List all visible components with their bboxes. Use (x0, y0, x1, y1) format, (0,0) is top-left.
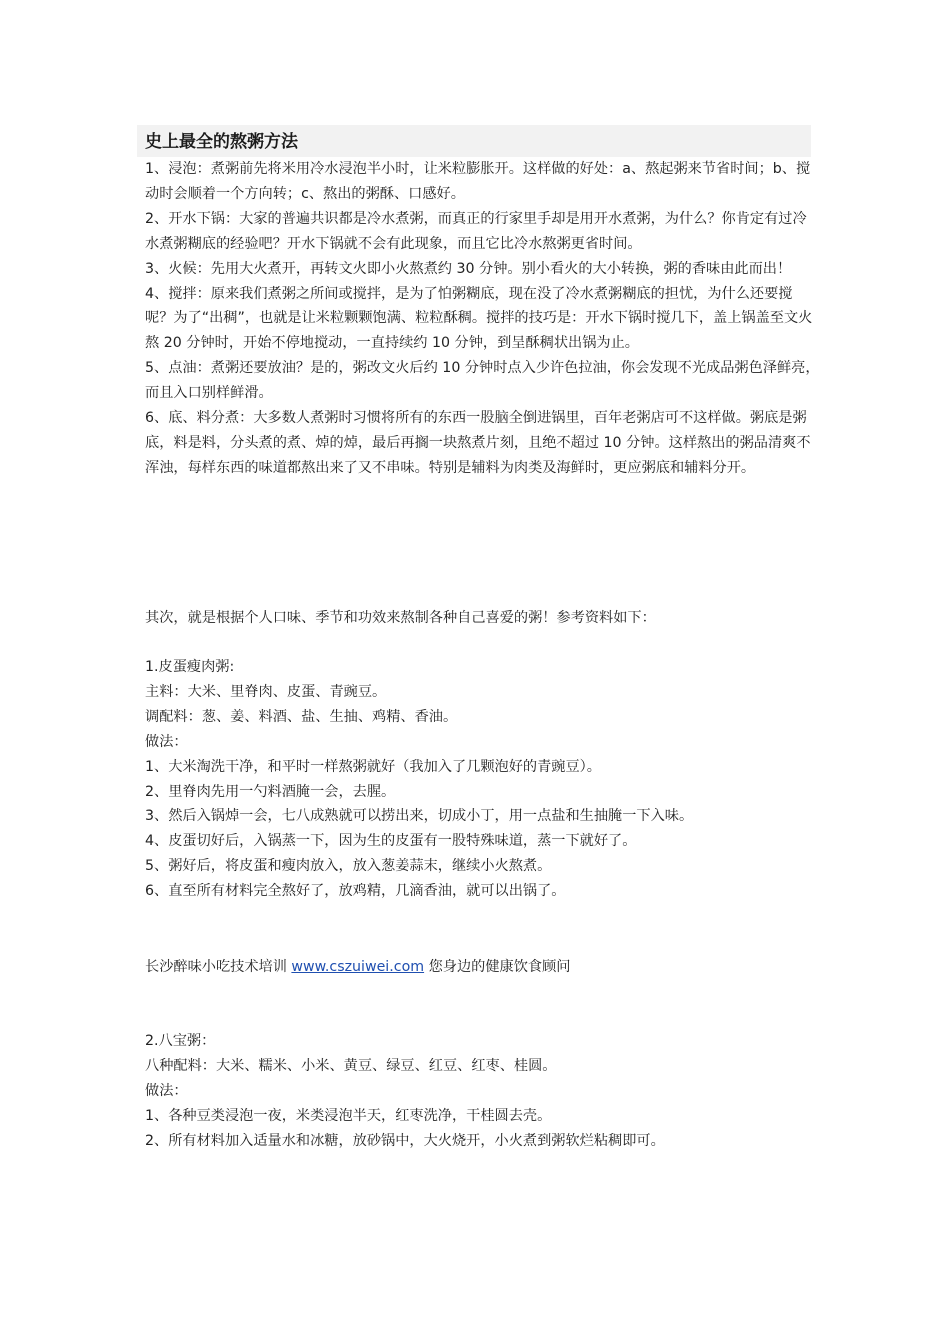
recipe-main-ingredients: 主料：大米、里脊肉、皮蛋、青豌豆。 (145, 683, 387, 700)
recipe-name: 2.八宝粥： (145, 1033, 216, 1049)
tip-paragraph: 2、开水下锅：大家的普遍共识都是冷水煮粥，而真正的行家里手却是用开水煮粥，为什么？你肯定有过冷水煮粥糊底的经验吧？开水下锅就不会有此现象，而且它比冷水熬粥更省时间。 (145, 210, 807, 252)
tip-paragraph: 3、火候：先用大火煮开，再转文火即小火熬煮约 30 分钟。别小看火的大小转换，粥的香味由此而出！ (145, 260, 792, 277)
recipe-step: 2、里脊肉先用一勺料酒腌一会，去腥。 (145, 783, 396, 800)
tip-paragraph: 1、浸泡：煮粥前先将米用冷水浸泡半小时，让米粒膨胀开。这样做的好处：a、熬起粥来节省时间；b、搅动时会顺着一个方向转；c、熬出的粥酥、口感好。 (145, 161, 811, 202)
ad-suffix: 您身边的健康饮食顾问 (424, 959, 571, 975)
recipe-step: 3、然后入锅焯一会，七八成熟就可以捞出来，切成小丁，用一点盐和生抽腌一下入味。 (145, 808, 694, 825)
intro-paragraph (145, 606, 820, 631)
recipe-method-label: 做法： (145, 733, 188, 750)
recipe-step: 4、皮蛋切好后，入锅蒸一下，因为生的皮蛋有一股特殊味道，蒸一下就好了。 (145, 833, 637, 850)
tip-paragraph: 6、底、料分煮：大多数人煮粥时习惯将所有的东西一股脑全倒进锅里，百年老粥店可不这样做。粥底是粥底，料是料，分头煮的煮、焯的焯，最后再搁一块熬煮片刻，且绝不超过 10 分钟。这样熬出的粥品清爽不浑浊，每样东西的味道都熬出来了又不串味。特别是辅料为肉类及海鲜时，更应粥底和辅料分开。 (145, 410, 811, 476)
recipe-step: 5、粥好后，将皮蛋和瘦肉放入，放入葱姜蒜末，继续小火熬煮。 (145, 858, 552, 875)
recipe-pidan-section (145, 655, 820, 904)
tip-paragraph: 4、搅拌：原来我们煮粥之所间或搅拌，是为了怕粥糊底，现在没了冷水煮粥糊底的担忧，为什么还要搅呢？为了“出稠”，也就是让米粒颗颗饱满、粒粒酥稠。搅拌的技巧是：开水下锅时搅几下，盖上锅盖至文火熬 20 分钟时，开始不停地搅动，一直持续约 10 分钟，到呈酥稠状出锅为止。 (145, 285, 813, 352)
ad-prefix: 长沙醉味小吃技术培训 (145, 959, 292, 975)
recipe-step: 6、直至所有材料完全熬好了，放鸡精，几滴香油，就可以出锅了。 (145, 883, 566, 900)
recipe-step: 2、所有材料加入适量水和冰糖，放砂锅中，大火烧开，小火煮到粥软烂粘稠即可。 (145, 1132, 665, 1149)
recipe-method-label: 做法： (145, 1082, 188, 1099)
recipe-name: 1.皮蛋瘦肉粥: (145, 659, 235, 675)
recipe-babao-section (145, 1029, 820, 1154)
tip-paragraph: 5、点油：煮粥还要放油？是的，粥改文火后约 10 分钟时点入少许色拉油，你会发现不光成品粥色泽鲜亮，而且入口别样鲜滑。 (145, 360, 820, 402)
website-link[interactable]: www.cszuiwei.com (291, 959, 425, 975)
document-title: 史上最全的熬粥方法 (145, 132, 298, 152)
advertisement-line (145, 955, 820, 980)
recipe-seasoning: 调配料：葱、姜、料酒、盐、生抽、鸡精、香油。 (145, 708, 458, 725)
recipe-step: 1、各种豆类浸泡一夜，米类浸泡半天，红枣洗净，干桂圆去壳。 (145, 1107, 552, 1124)
recipe-step: 1、大米淘洗干净，和平时一样熬粥就好（我加入了几颗泡好的青豌豆）。 (145, 758, 601, 775)
intro-text: 其次，就是根据个人口味、季节和功效来熬制各种自己喜爱的粥！参考资料如下： (145, 610, 656, 626)
advertisement-text (145, 955, 820, 980)
recipe-ingredients: 八种配料：大米、糯米、小米、黄豆、绿豆、红豆、红枣、桂圆。 (145, 1057, 557, 1074)
tips-section (145, 157, 820, 481)
